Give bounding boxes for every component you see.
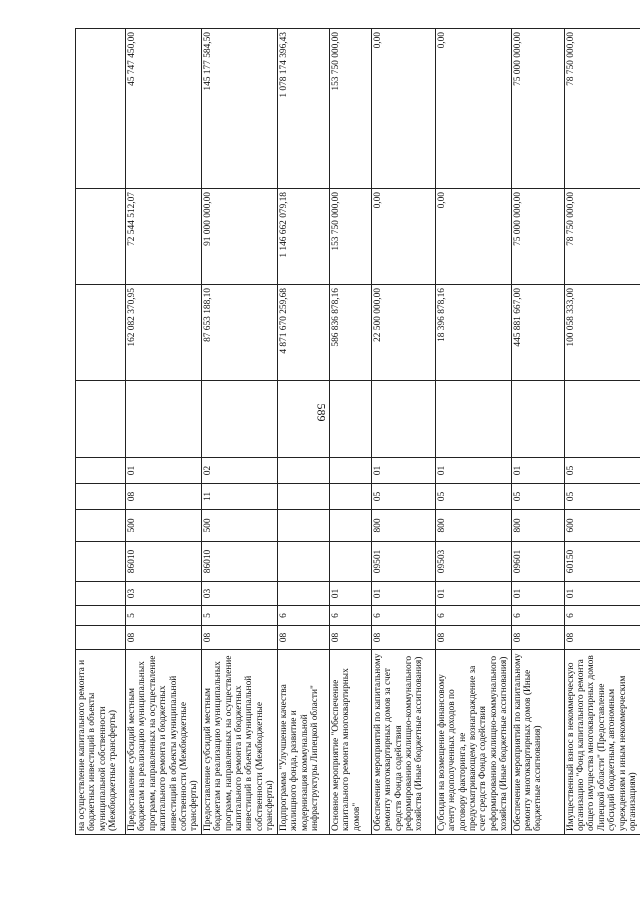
row-code-6 — [76, 458, 126, 484]
row-code-gr: 08 — [329, 626, 371, 650]
row-code-1: 5 — [201, 606, 277, 626]
row-code-1: 6 — [277, 606, 329, 626]
row-amount-3 — [76, 29, 126, 189]
row-code-2: 01 — [564, 582, 640, 606]
row-code-gr: 08 — [511, 626, 564, 650]
row-code-7 — [435, 381, 511, 458]
row-amount-2: 91 000 000,00 — [201, 189, 277, 285]
row-amount-2: 153 750 000,00 — [329, 189, 371, 285]
row-code-2 — [76, 582, 126, 606]
row-code-1 — [76, 606, 126, 626]
row-amount-2: 1 146 662 079,18 — [277, 189, 329, 285]
row-code-5: 05 — [371, 484, 435, 510]
row-code-2: 01 — [511, 582, 564, 606]
row-code-6: 01 — [435, 458, 511, 484]
row-amount-2: 75 000 000,00 — [511, 189, 564, 285]
row-code-4: 500 — [126, 510, 202, 542]
row-code-1: 6 — [511, 606, 564, 626]
row-code-7 — [126, 381, 202, 458]
row-code-4: 800 — [371, 510, 435, 542]
row-amount-3: 0,00 — [371, 29, 435, 189]
row-code-6: 02 — [201, 458, 277, 484]
table-row — [435, 29, 511, 835]
row-code-7 — [201, 381, 277, 458]
row-code-1: 5 — [126, 606, 202, 626]
row-code-gr: 08 — [201, 626, 277, 650]
row-amount-1: 445 881 667,00 — [511, 285, 564, 381]
row-code-6 — [277, 458, 329, 484]
row-description: Имущественный взнос в некоммерческую организацию "Фонд капитального ремонта общего имущества многоквартирных домов Липецкой области" (Предоставление субсидий бюджетным, автономным учреждениям и иным некоммерческим организациям) — [564, 650, 640, 835]
row-code-5: 11 — [201, 484, 277, 510]
row-code-3: 60150 — [564, 542, 640, 582]
row-description: Субсидия на возмещение финансовому агенту недополученных доходов по договору факторинга, не предусматривающему вознаграждение за счет средств Фонда содействия реформированию жилищно-коммунального хозяйства (Иные бюджетные ассигнования) — [435, 650, 511, 835]
row-code-4: 800 — [511, 510, 564, 542]
row-amount-2: 78 750 000,00 — [564, 189, 640, 285]
row-code-4 — [329, 510, 371, 542]
row-code-3 — [329, 542, 371, 582]
row-code-gr: 08 — [126, 626, 202, 650]
row-code-2: 01 — [371, 582, 435, 606]
row-description: Обеспечение мероприятий по капитальному ремонту многоквартирных домов (Иные бюджетные ассигнования) — [511, 650, 564, 835]
row-code-gr: 08 — [371, 626, 435, 650]
table-row — [564, 29, 640, 835]
row-amount-1 — [76, 285, 126, 381]
row-code-7 — [371, 381, 435, 458]
row-code-4: 600 — [564, 510, 640, 542]
row-code-3: 09601 — [511, 542, 564, 582]
row-code-5: 05 — [564, 484, 640, 510]
row-code-3: 86010 — [126, 542, 202, 582]
row-code-6: 05 — [564, 458, 640, 484]
row-code-gr: 08 — [564, 626, 640, 650]
row-amount-3: 45 747 450,00 — [126, 29, 202, 189]
row-code-3: 86010 — [201, 542, 277, 582]
row-amount-1: 18 396 878,16 — [435, 285, 511, 381]
row-code-7 — [76, 381, 126, 458]
row-amount-1: 87 653 188,10 — [201, 285, 277, 381]
row-code-4: 800 — [435, 510, 511, 542]
row-code-5 — [277, 484, 329, 510]
row-amount-3: 75 000 000,00 — [511, 29, 564, 189]
page-number: 589 — [314, 403, 329, 422]
budget-table — [75, 28, 640, 835]
row-amount-3: 145 177 584,50 — [201, 29, 277, 189]
row-code-2: 03 — [201, 582, 277, 606]
row-amount-3: 1 078 174 396,43 — [277, 29, 329, 189]
table-body — [76, 29, 640, 835]
row-code-3: 09501 — [371, 542, 435, 582]
row-code-6: 01 — [126, 458, 202, 484]
table-row — [511, 29, 564, 835]
row-description: Основное мероприятие "Обеспечение капитального ремонта многоквартирных домов" — [329, 650, 371, 835]
row-code-6: 01 — [371, 458, 435, 484]
row-code-5 — [329, 484, 371, 510]
table-row — [329, 29, 371, 835]
row-amount-2: 72 544 512,07 — [126, 189, 202, 285]
row-code-4 — [277, 510, 329, 542]
row-code-5: 05 — [511, 484, 564, 510]
row-amount-1: 162 082 370,95 — [126, 285, 202, 381]
row-description: на осуществление капитального ремонта и бюджетных инвестиций в объекты муниципальной собственности (Межбюджетные трансферты) — [76, 650, 126, 835]
table-row — [76, 29, 126, 835]
row-amount-1: 4 871 670 259,68 — [277, 285, 329, 381]
row-description: Обеспечение мероприятий по капитальному ремонту многоквартирных домов за счет средств Фонда содействия реформированию жилищно-коммунального хозяйства (Иные бюджетные ассигнования) — [371, 650, 435, 835]
row-code-7 — [564, 381, 640, 458]
row-code-2: 03 — [126, 582, 202, 606]
row-amount-3: 0,00 — [435, 29, 511, 189]
row-code-3: 09503 — [435, 542, 511, 582]
row-description: Предоставление субсидий местным бюджетам на реализацию муниципальных программ, направленных на осуществление капитального ремонта и бюджетных инвестиций в объекты муниципальной собственности (Межбюджетные трансферты) — [126, 650, 202, 835]
row-code-gr: 08 — [435, 626, 511, 650]
row-code-5 — [76, 484, 126, 510]
row-code-1: 6 — [329, 606, 371, 626]
row-code-4: 500 — [201, 510, 277, 542]
rotated-table-wrapper — [75, 29, 638, 835]
row-code-gr: 08 — [277, 626, 329, 650]
row-amount-3: 78 750 000,00 — [564, 29, 640, 189]
row-code-1: 6 — [564, 606, 640, 626]
row-code-5: 08 — [126, 484, 202, 510]
row-code-3 — [76, 542, 126, 582]
row-amount-1: 100 058 333,00 — [564, 285, 640, 381]
row-code-3 — [277, 542, 329, 582]
row-description: Подпрограмма "Улучшение качества жилищного фонда, развитие и модернизация коммунальной инфраструктуры Липецкой области" — [277, 650, 329, 835]
table-row — [277, 29, 329, 835]
row-code-6 — [329, 458, 371, 484]
row-code-1: 6 — [371, 606, 435, 626]
row-amount-2: 0,00 — [435, 189, 511, 285]
row-amount-2: 0,00 — [371, 189, 435, 285]
row-code-gr — [76, 626, 126, 650]
row-amount-1: 586 836 878,16 — [329, 285, 371, 381]
row-code-7 — [277, 381, 329, 458]
row-amount-2 — [76, 189, 126, 285]
row-code-6: 01 — [511, 458, 564, 484]
row-code-4 — [76, 510, 126, 542]
row-code-5: 05 — [435, 484, 511, 510]
table-row — [201, 29, 277, 835]
row-code-2 — [277, 582, 329, 606]
row-code-7 — [329, 381, 371, 458]
row-description: Предоставление субсидий местным бюджетам на реализацию муниципальных программ, направленных на осуществление капитального ремонта и бюджетных инвестиций в объекты муниципальной собственности (Межбюджетные трансферты) — [201, 650, 277, 835]
table-row — [371, 29, 435, 835]
row-code-2: 01 — [435, 582, 511, 606]
row-code-7 — [511, 381, 564, 458]
row-code-1: 6 — [435, 606, 511, 626]
row-amount-3: 153 750 000,00 — [329, 29, 371, 189]
row-code-2: 01 — [329, 582, 371, 606]
row-amount-1: 22 500 000,00 — [371, 285, 435, 381]
table-row — [126, 29, 202, 835]
